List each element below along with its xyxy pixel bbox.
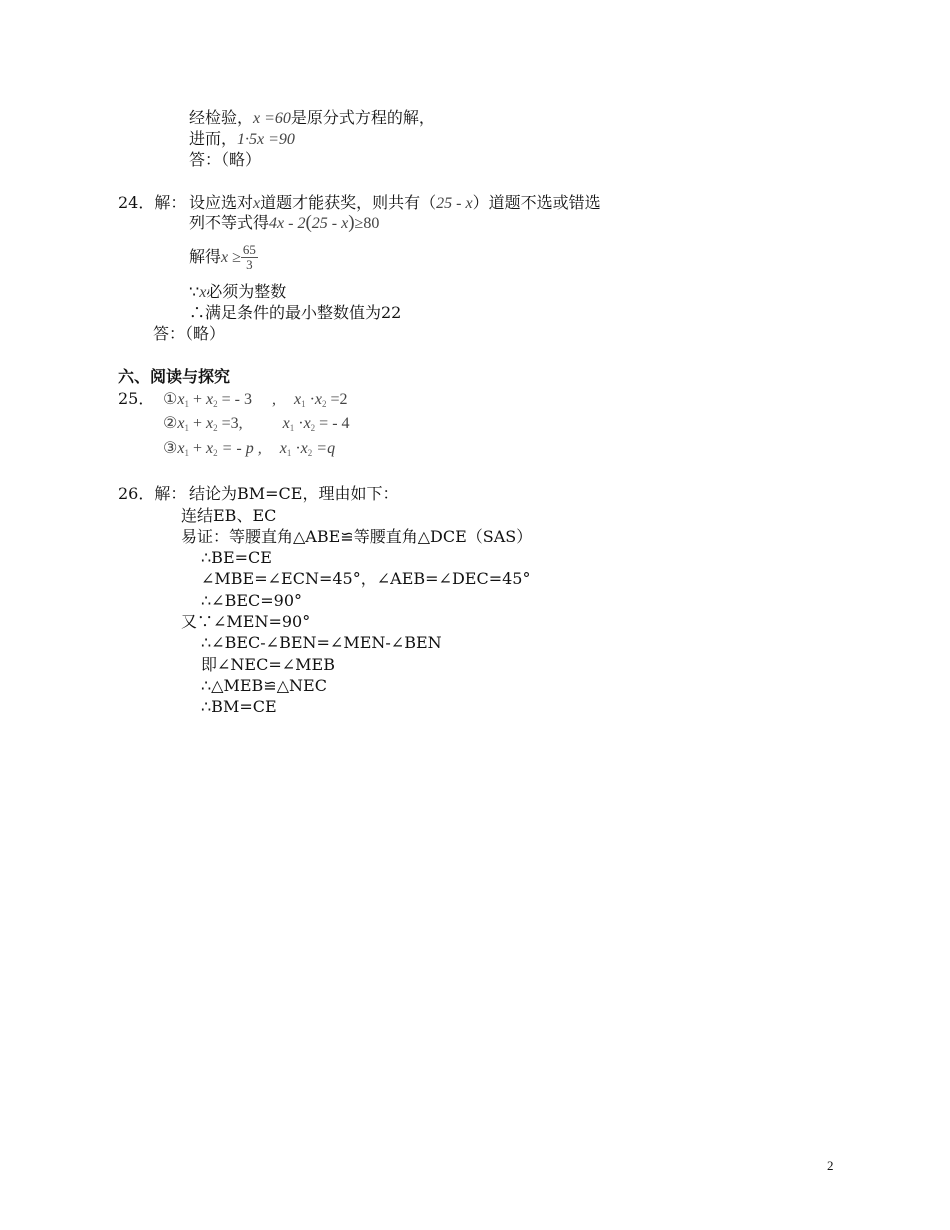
q23-line-then: 进而，1·5x =90 [189, 129, 295, 148]
q24-expr-25-x: 25 - x [436, 195, 473, 212]
q25-label: 25． [118, 389, 155, 408]
q23-answer: 答：（略） [189, 150, 262, 169]
q24-line-solution: 解得x ≥ $\frac{65}{3}$ [189, 242, 256, 272]
q26-easy-proof: 易证：等腰直角△ABE≌等腰直角△DCE（SAS） [181, 527, 533, 546]
q26-connect: 连结EB、EC [181, 506, 277, 525]
q25-item-1: $①x_1 + x_2$ = - 3 , $x_1 \cdot x_2 =2$ [163, 391, 348, 409]
q26-conclusion: 结论为BM=CE，理由如下： [189, 484, 399, 503]
q25-item-3: $③x_1 + x_2$ = - p , $x_1 \cdot x_2 =q$ [163, 440, 336, 458]
q26-angle-diff: ∴∠BEC-∠BEN=∠MEN-∠BEN [201, 633, 442, 652]
q26-congruent: ∴△MEB≌△NEC [201, 676, 327, 695]
q24-line-inequality: 列不等式得4x - 2(25 - x)≥80 [189, 212, 380, 233]
q26-bec-90: ∴∠BEC=90° [201, 591, 303, 610]
q23-line-verify: 经检验，x =60是原分式方程的解， [189, 108, 435, 127]
q24-line-integer: ∵x必须为整数 [189, 282, 287, 301]
q26-men-90: 又∵∠MEN=90° [181, 612, 311, 631]
q26-bm-ce: ∴BM=CE [201, 697, 277, 716]
q25-item-2: $②x_1 + x_2 =3$, $x_1 \cdot x_2$ = - 4 [163, 415, 350, 433]
q26-angles-45: ∠MBE=∠ECN=45°，∠AEB=∠DEC=45° [201, 569, 531, 588]
q23-equation-x60: x =60 [253, 110, 291, 127]
q24-var-x: x [253, 195, 261, 212]
q26-be-ce: ∴BE=CE [201, 548, 272, 567]
q26-nec-meb: 即∠NEC=∠MEB [201, 655, 335, 674]
section-6-title: 六、阅读与探究 [118, 367, 231, 386]
page-number: 2 [827, 1158, 834, 1173]
q24-answer: 答：（略） [153, 324, 226, 343]
q26-label: 26．解： [118, 484, 187, 503]
q24-line-setup: 设应选对x道题才能获奖，则共有（25 - x）道题不选或错选 [189, 193, 601, 212]
q24-fraction-65-3: $\frac{65}{3}$ [242, 242, 256, 272]
q24-line-minimum: ∴满足条件的最小整数值为22 [189, 303, 402, 322]
q24-label: 24．解： [118, 193, 187, 212]
q23-equation-15x: 1·5x =90 [237, 131, 295, 148]
